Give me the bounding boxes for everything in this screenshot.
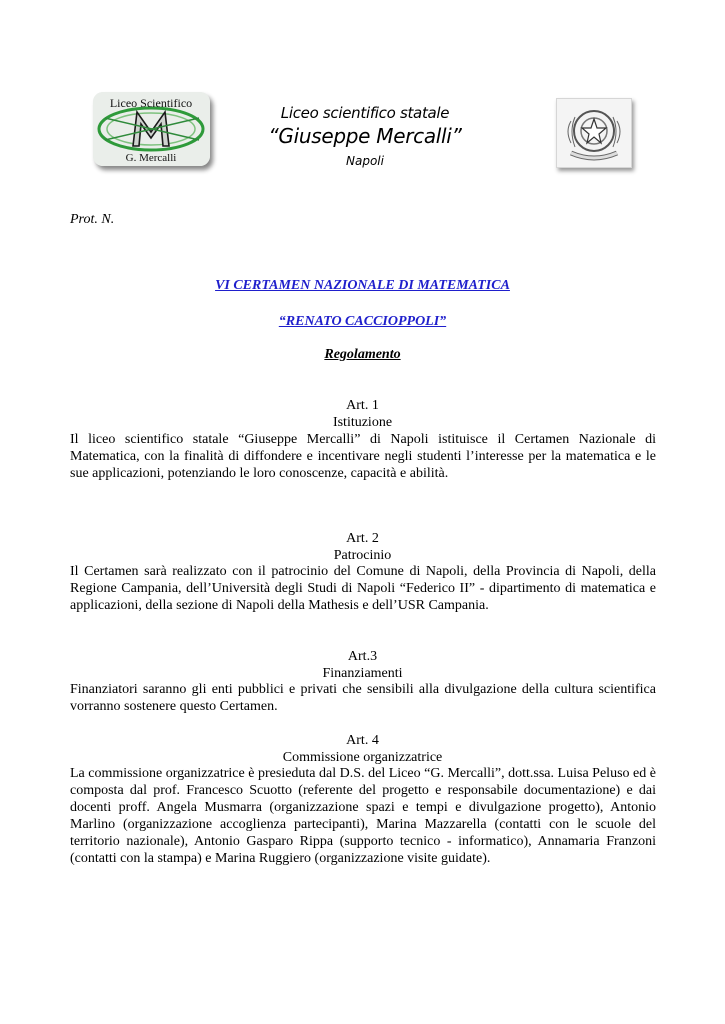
article-heading: Finanziamenti <box>322 666 403 681</box>
article-4-text: La commissione organizzatrice è presieduta dal D.S. del Liceo “G. Mercalli”, dott.ssa. Luisa Peluso ed è composta dal prof. Francesco Scuotto (referente del progetto e responsabile documentazione) e dai docenti proff. Angela Musmarra (organizzazione spazi e tempi e divulgazione progetto), Antonio Marlino (organizzazione accoglienza partecipanti), Marina Mazzarella (contatti con le scuole del territorio nazionale), Antonio Gasparo Rippa (supporto tecnico - informatico), Annamaria Franzoni (contatti con la stampa) e Marina Ruggiero (organizzazione visite guidate). <box>70 766 656 866</box>
document-title: Regolamento <box>324 347 401 362</box>
article-number: Art. 4 <box>346 733 379 748</box>
article-heading: Commissione organizzatrice <box>282 750 443 765</box>
article-4-header <box>70 732 655 766</box>
event-title-link[interactable]: VI CERTAMEN NAZIONALE DI MATEMATICA <box>215 278 510 293</box>
article-number: Art. 1 <box>346 398 379 413</box>
school-logo <box>93 92 210 166</box>
school-name: “Giuseppe Mercalli” <box>268 124 462 148</box>
article-heading: Istituzione <box>332 415 393 430</box>
article-2-text: Il Certamen sarà realizzato con il patrocinio del Comune di Napoli, della Provincia di Napoli, della Regione Campania, dell’Università degli Studi di Napoli “Federico II” - dipartimento di matematica e applicazioni, della sezione di Napoli della Mathesis e dell’USR Campania. <box>70 564 656 613</box>
logo-text-top: Liceo Scientifico <box>109 96 193 110</box>
article-2-header <box>70 530 655 564</box>
article-1-header <box>70 397 655 431</box>
school-city: Napoli <box>346 154 384 168</box>
article-3-header <box>70 648 655 682</box>
italian-republic-emblem <box>556 98 632 168</box>
logo-text-bottom: G. Mercalli <box>125 152 177 164</box>
emblem-graphic <box>557 99 631 167</box>
article-3-text: Finanziatori saranno gli enti pubblici e privati che sensibili alla divulgazione della cultura scientifica vorranno sostenere questo Certamen. <box>70 682 656 714</box>
article-number: Art.3 <box>347 649 378 664</box>
dedicated-title-link[interactable]: “RENATO CACCIOPPOLI” <box>278 314 447 329</box>
star-icon <box>582 119 606 143</box>
school-logo-graphic <box>93 92 210 166</box>
article-number: Art. 2 <box>346 531 379 546</box>
article-heading: Patrocinio <box>333 548 392 563</box>
school-type: Liceo scientifico statale <box>280 104 450 122</box>
protocol-number: Prot. N. <box>70 212 115 227</box>
article-1-text: Il liceo scientifico statale “Giuseppe Mercalli” di Napoli istituisce il Certamen Nazionale di Matematica, con la finalità di diffondere e incentivare negli studenti l’interesse per la matematica e le sue applicazioni, potenziando le loro conoscenze, capacità e abilità. <box>70 432 656 481</box>
